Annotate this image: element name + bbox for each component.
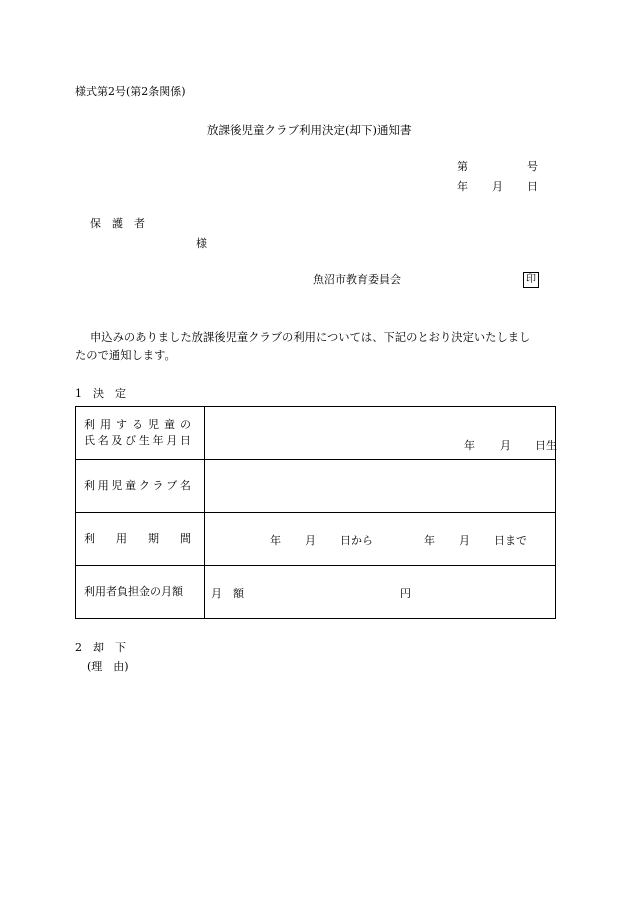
monthly-fee-value[interactable] bbox=[205, 566, 556, 619]
table-row bbox=[76, 407, 556, 460]
label-char: 用 bbox=[100, 418, 111, 431]
club-name-value[interactable] bbox=[205, 460, 556, 513]
label-char: 年 bbox=[152, 434, 164, 447]
label-char: 及 bbox=[111, 434, 123, 447]
issuer-name: 魚沼市教育委員会 bbox=[313, 273, 401, 286]
period-from-day: 日から bbox=[340, 534, 373, 547]
label-char: る bbox=[132, 418, 143, 431]
body-text-line2: たので通知します。 bbox=[75, 349, 176, 362]
label-char: 児 bbox=[111, 479, 123, 492]
label-char: 氏 bbox=[84, 434, 95, 447]
body-text-line1: 申込みのありました放課後児童クラブの利用については、下記のとおり決定いたしまし bbox=[90, 331, 531, 344]
birth-month-unit: 月 bbox=[500, 439, 511, 452]
recipient-label: 保 護 者 bbox=[90, 217, 145, 230]
date-month: 月 bbox=[492, 180, 503, 193]
label-char: 日 bbox=[179, 434, 191, 447]
label-monthly-fee: 利用者負担金の月額 bbox=[76, 566, 205, 619]
seal-stamp: 印 bbox=[523, 272, 539, 288]
label-char: 利 bbox=[84, 418, 95, 431]
table-row bbox=[76, 566, 556, 619]
label-char: の bbox=[180, 418, 191, 431]
rejection-reason-label: (理 由) bbox=[87, 660, 129, 673]
label-usage-period bbox=[76, 513, 205, 566]
period-from-month: 月 bbox=[305, 534, 316, 547]
period-to-day: 日まで bbox=[494, 534, 527, 547]
label-club-name-text bbox=[84, 478, 191, 494]
table-row bbox=[76, 460, 556, 513]
label-child-name-line1 bbox=[84, 417, 191, 433]
label-char: 童 bbox=[125, 479, 137, 492]
monthly-fee-prefix: 月 額 bbox=[211, 587, 244, 600]
label-char: 利 bbox=[84, 479, 95, 492]
label-char: ラ bbox=[152, 479, 164, 492]
section-decision-heading: 1 決 定 bbox=[75, 387, 126, 400]
label-char: 期 bbox=[148, 532, 159, 545]
document-title: 放課後児童クラブ利用決定(却下)通知書 bbox=[207, 123, 412, 137]
label-char: ブ bbox=[166, 479, 178, 492]
yen-unit: 円 bbox=[400, 587, 411, 600]
table-row bbox=[76, 513, 556, 566]
period-from-year: 年 bbox=[270, 534, 281, 547]
label-char: 月 bbox=[166, 434, 178, 447]
label-char: 用 bbox=[116, 532, 127, 545]
label-char: 名 bbox=[97, 434, 109, 447]
birth-year-unit: 年 bbox=[464, 439, 475, 452]
recipient-sama: 様 bbox=[196, 237, 207, 250]
label-char: 童 bbox=[164, 418, 175, 431]
doc-number-dai: 第 bbox=[457, 160, 468, 173]
date-year: 年 bbox=[457, 180, 468, 193]
period-to-month: 月 bbox=[459, 534, 470, 547]
label-char: 生 bbox=[138, 434, 150, 447]
date-day: 日 bbox=[527, 180, 538, 193]
label-club-name bbox=[76, 460, 205, 513]
label-char: 名 bbox=[179, 479, 191, 492]
label-char: 間 bbox=[180, 532, 191, 545]
label-char: 利 bbox=[84, 532, 95, 545]
label-char: 児 bbox=[148, 418, 159, 431]
label-usage-period-text bbox=[84, 531, 191, 547]
period-to-year: 年 bbox=[424, 534, 435, 547]
child-name-birth-value[interactable] bbox=[205, 407, 556, 460]
label-child-name-birth bbox=[76, 407, 205, 460]
doc-number-go: 号 bbox=[527, 160, 538, 173]
label-char: 用 bbox=[97, 479, 109, 492]
label-char: す bbox=[116, 418, 127, 431]
birth-day-unit: 日生 bbox=[535, 439, 557, 452]
section-rejection-heading: 2 却 下 bbox=[75, 641, 126, 654]
form-number: 様式第2号(第2条関係) bbox=[75, 85, 186, 98]
label-child-name-line2 bbox=[84, 433, 191, 449]
decision-table bbox=[75, 406, 556, 619]
label-char: ク bbox=[138, 479, 150, 492]
label-char: び bbox=[125, 434, 137, 447]
usage-period-value[interactable] bbox=[205, 513, 556, 566]
